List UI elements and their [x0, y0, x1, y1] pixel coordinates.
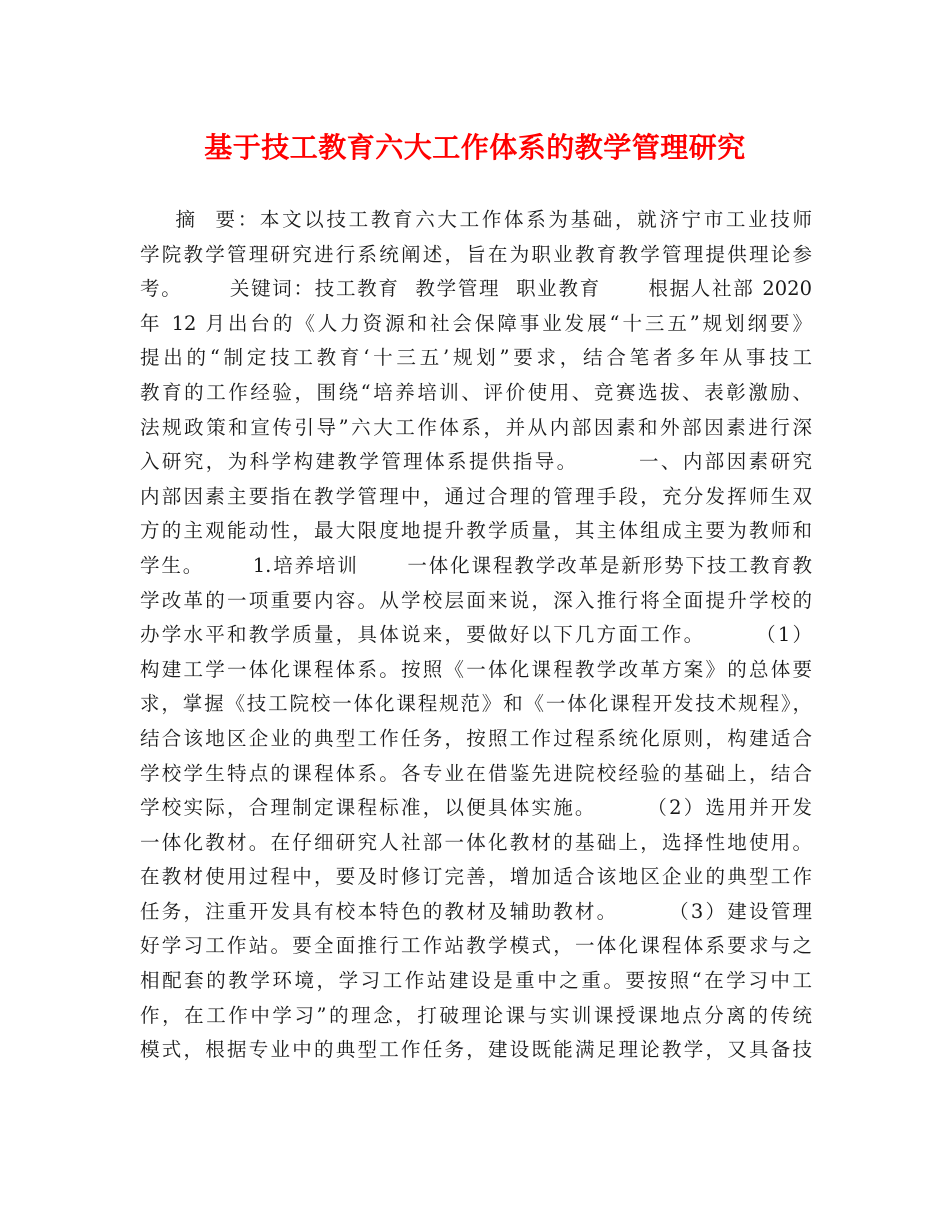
body-line: 模式，根据专业中的典型工作任务，建设既能满足理论教学，又具备技: [140, 1038, 812, 1062]
body-line: 摘 要：本文以技工教育六大工作体系为基础，就济宁市工业技师: [140, 208, 812, 231]
body-line: 任务，注重开发具有校本特色的教材及辅助教材。 （3）建设管理: [140, 899, 812, 923]
body-line: 方的主观能动性，最大限度地提升教学质量，其主体组成主要为教师和: [140, 519, 812, 543]
body-line: 在教材使用过程中，要及时修订完善，增加适合该地区企业的典型工作: [140, 865, 812, 889]
body-line: 学院教学管理研究进行系统阐述，旨在为职业教育教学管理提供理论参: [140, 242, 812, 266]
document-body: [140, 203, 812, 1068]
body-line: 一体化教材。在仔细研究人社部一体化教材的基础上，选择性地使用。: [140, 830, 812, 854]
body-line: 作，在工作中学习”的理念，打破理论课与实训课授课地点分离的传统: [140, 1003, 812, 1027]
body-line: 法规政策和宣传引导”六大工作体系，并从内部因素和外部因素进行深: [140, 415, 812, 439]
body-line: 教育的工作经验，围绕“培养培训、评价使用、竞赛选拔、表彰激励、: [140, 380, 812, 404]
body-line: 年 12 月出台的《人力资源和社会保障事业发展“十三五”规划纲要》: [140, 311, 812, 335]
body-line: 入研究，为科学构建教学管理体系提供指导。 一、内部因素研究: [140, 450, 812, 474]
body-line: 学生。 1.培养培训 一体化课程教学改革是新形势下技工教育教: [140, 553, 812, 577]
body-line: 学改革的一项重要内容。从学校层面来说，深入推行将全面提升学校的: [140, 588, 812, 612]
body-line: 内部因素主要指在教学管理中，通过合理的管理手段，充分发挥师生双: [140, 484, 812, 508]
body-line: 相配套的教学环境，学习工作站建设是重中之重。要按照“在学习中工: [140, 969, 812, 993]
body-line: 学校学生特点的课程体系。各专业在借鉴先进院校经验的基础上，结合: [140, 761, 812, 785]
body-line: 提出的“制定技工教育‘十三五’规划”要求，结合笔者多年从事技工: [140, 346, 812, 370]
document-title: 基于技工教育六大工作体系的教学管理研究: [204, 131, 746, 164]
body-line: 考。 关键词：技工教育 教学管理 职业教育 根据人社部 2020: [140, 277, 812, 301]
body-line: 学校实际，合理制定课程标准，以便具体实施。 （2）选用并开发: [140, 796, 812, 820]
body-line: 构建工学一体化课程体系。按照《一体化课程教学改革方案》的总体要: [140, 657, 812, 681]
body-line: 结合该地区企业的典型工作任务，按照工作过程系统化原则，构建适合: [140, 726, 812, 750]
body-line: 求，掌握《技工院校一体化课程规范》和《一体化课程开发技术规程》，: [140, 692, 812, 716]
body-line: 好学习工作站。要全面推行工作站教学模式，一体化课程体系要求与之: [140, 934, 812, 958]
body-line: 办学水平和教学质量，具体说来，要做好以下几方面工作。 （1）: [140, 623, 812, 647]
